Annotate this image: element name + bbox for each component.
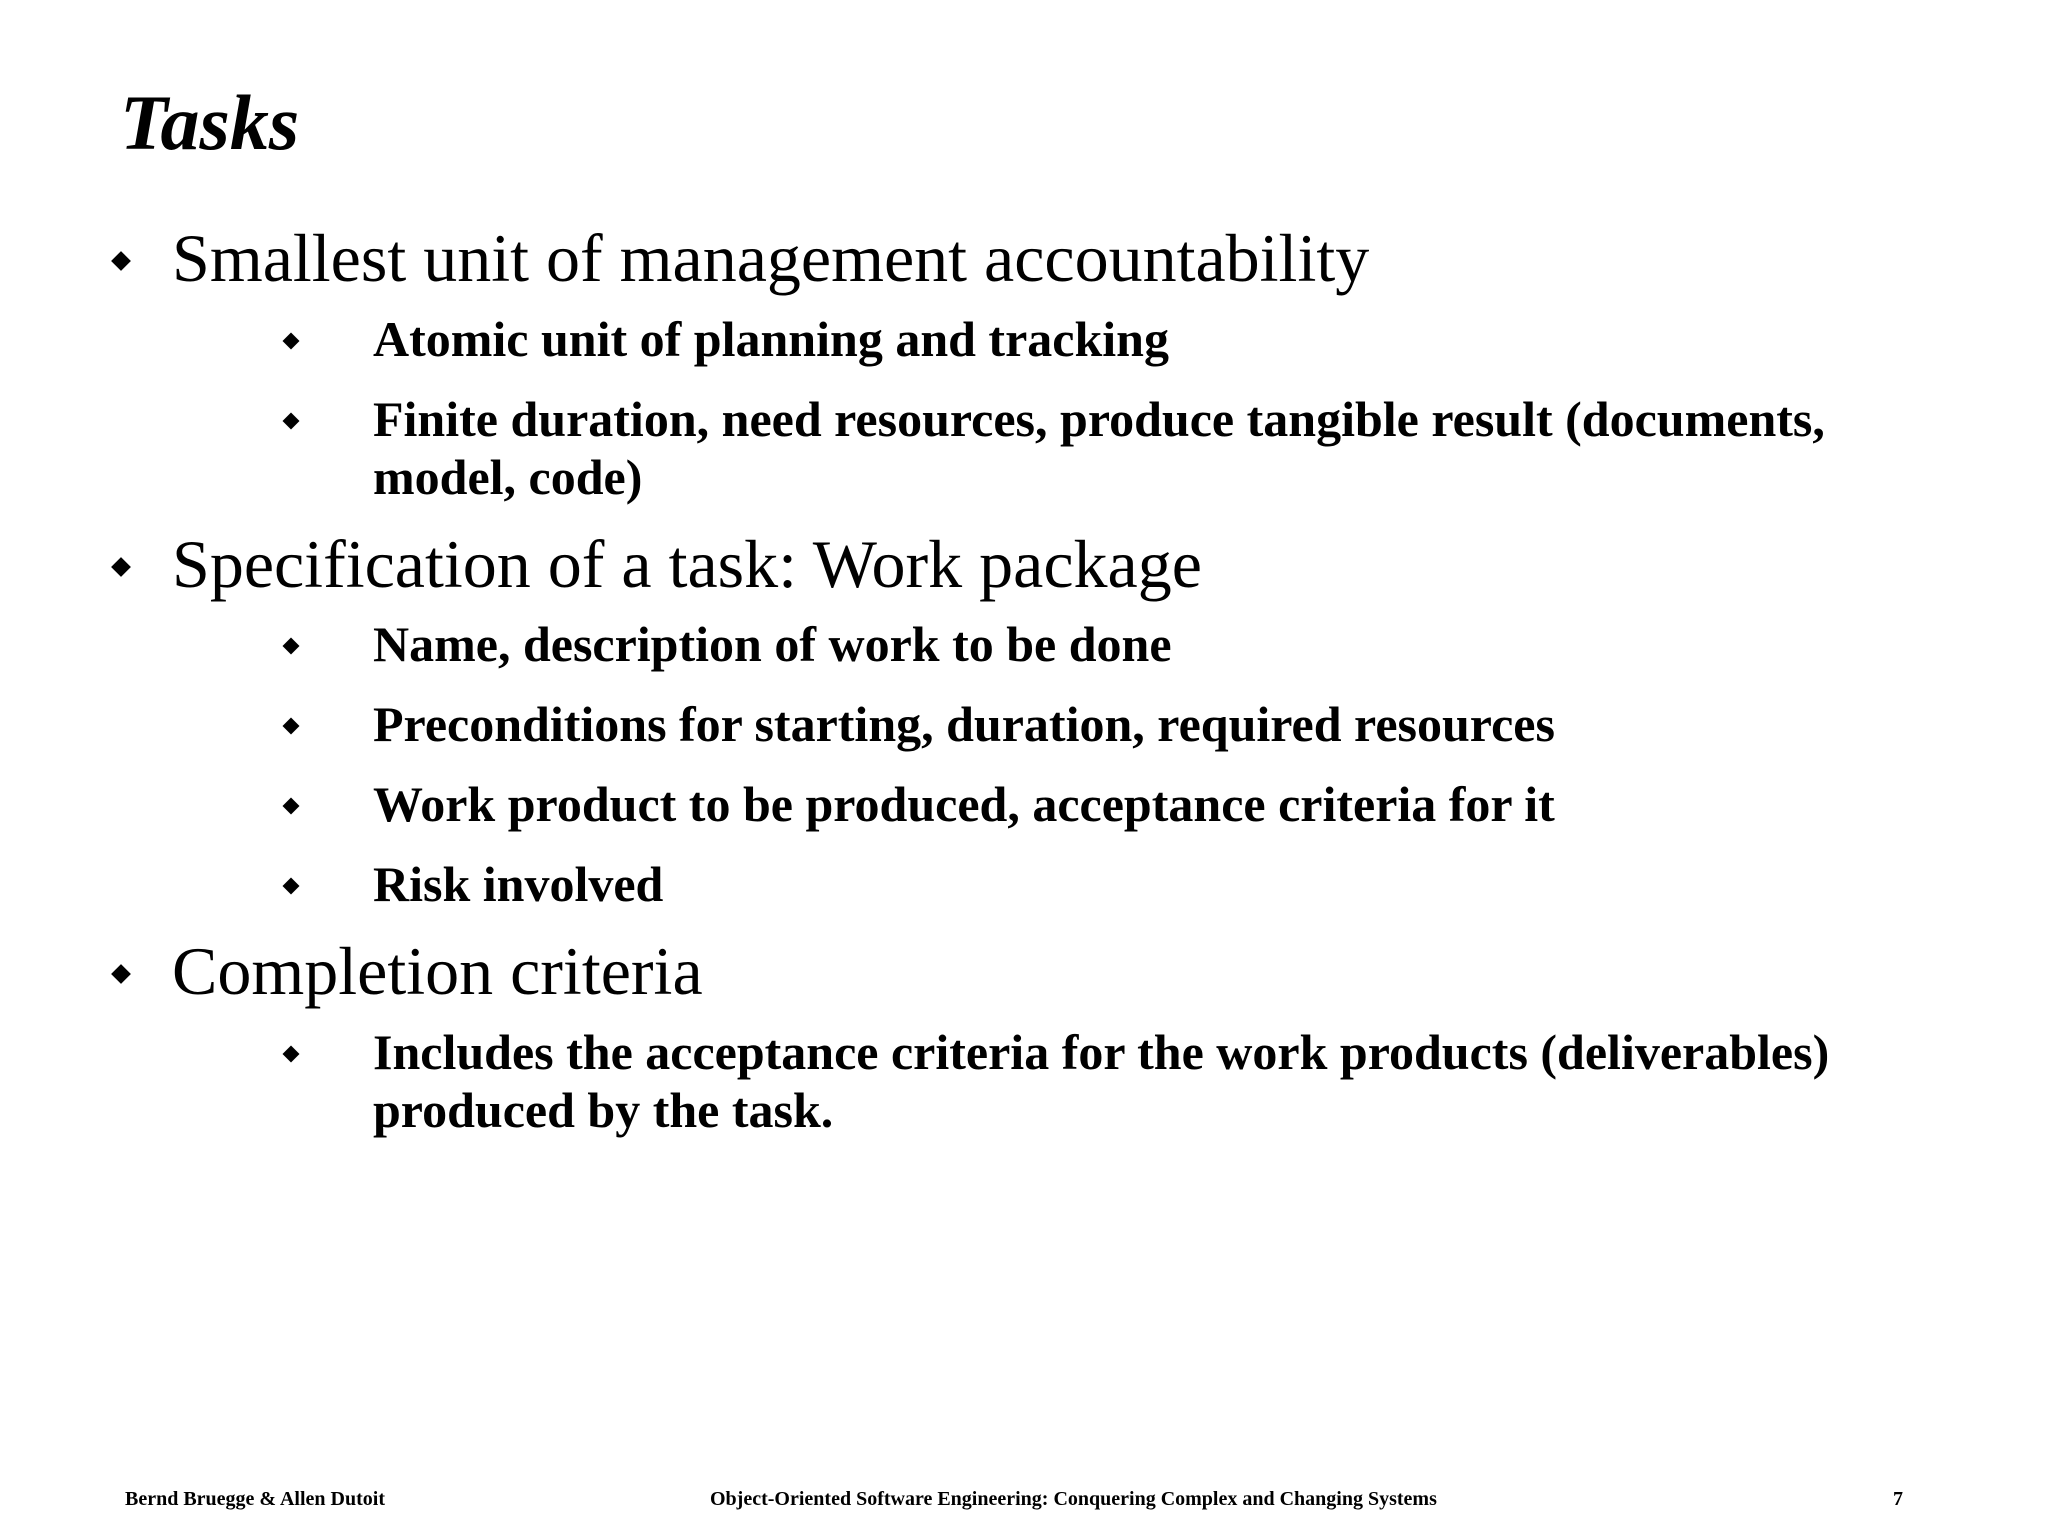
sub-bullet-list — [172, 615, 1970, 913]
diamond-bullet-icon — [283, 798, 300, 815]
sub-bullet-text: Risk involved — [373, 856, 664, 913]
sub-bullet-item — [172, 310, 1970, 368]
bullet-item — [110, 524, 1970, 914]
slide-title: Tasks — [120, 79, 300, 166]
bullet-text: Specification of a task: Work package — [172, 525, 1202, 602]
diamond-bullet-icon — [283, 332, 300, 349]
sub-bullet-item — [172, 615, 1970, 673]
bullet-text: Smallest unit of management accountability — [172, 220, 1370, 296]
bullet-text: Completion criteria — [172, 933, 703, 1010]
bullet-item — [110, 218, 1970, 506]
sub-bullet-item — [172, 695, 1970, 753]
footer-authors: Bernd Bruegge & Allen Dutoit — [125, 1488, 385, 1510]
diamond-bullet-icon — [283, 878, 300, 895]
bullet-list — [110, 218, 1970, 1139]
diamond-bullet-icon — [111, 251, 131, 271]
sub-bullet-text: Preconditions for starting, duration, required resources — [373, 696, 1555, 753]
sub-bullet-list — [172, 1023, 1970, 1139]
sub-bullet-item — [172, 390, 1970, 506]
diamond-bullet-icon — [283, 1045, 300, 1062]
sub-bullet-text: Work product to be produced, acceptance criteria for it — [373, 776, 1555, 833]
sub-bullet-item — [172, 1023, 1970, 1139]
diamond-bullet-icon — [111, 557, 131, 577]
diamond-bullet-icon — [283, 718, 300, 735]
sub-bullet-list — [172, 310, 1970, 506]
sub-bullet-item — [172, 855, 1970, 913]
sub-bullet-text: Atomic unit of planning and tracking — [373, 310, 1169, 367]
sub-bullet-item — [172, 775, 1970, 833]
sub-bullet-text: Name, description of work to be done — [373, 616, 1172, 673]
diamond-bullet-icon — [283, 412, 300, 429]
sub-bullet-text: Includes the acceptance criteria for the work products (deliverables) produced by the task. — [373, 1023, 1830, 1138]
bullet-item — [110, 931, 1970, 1139]
footer-book-title: Object-Oriented Software Engineering: Conquering Complex and Changing Systems — [710, 1488, 1437, 1510]
diamond-bullet-icon — [111, 964, 131, 984]
diamond-bullet-icon — [283, 638, 300, 655]
sub-bullet-text: Finite duration, need resources, produce tangible result (documents, model, code) — [373, 390, 1825, 505]
footer-page-number: 7 — [1893, 1488, 1903, 1510]
